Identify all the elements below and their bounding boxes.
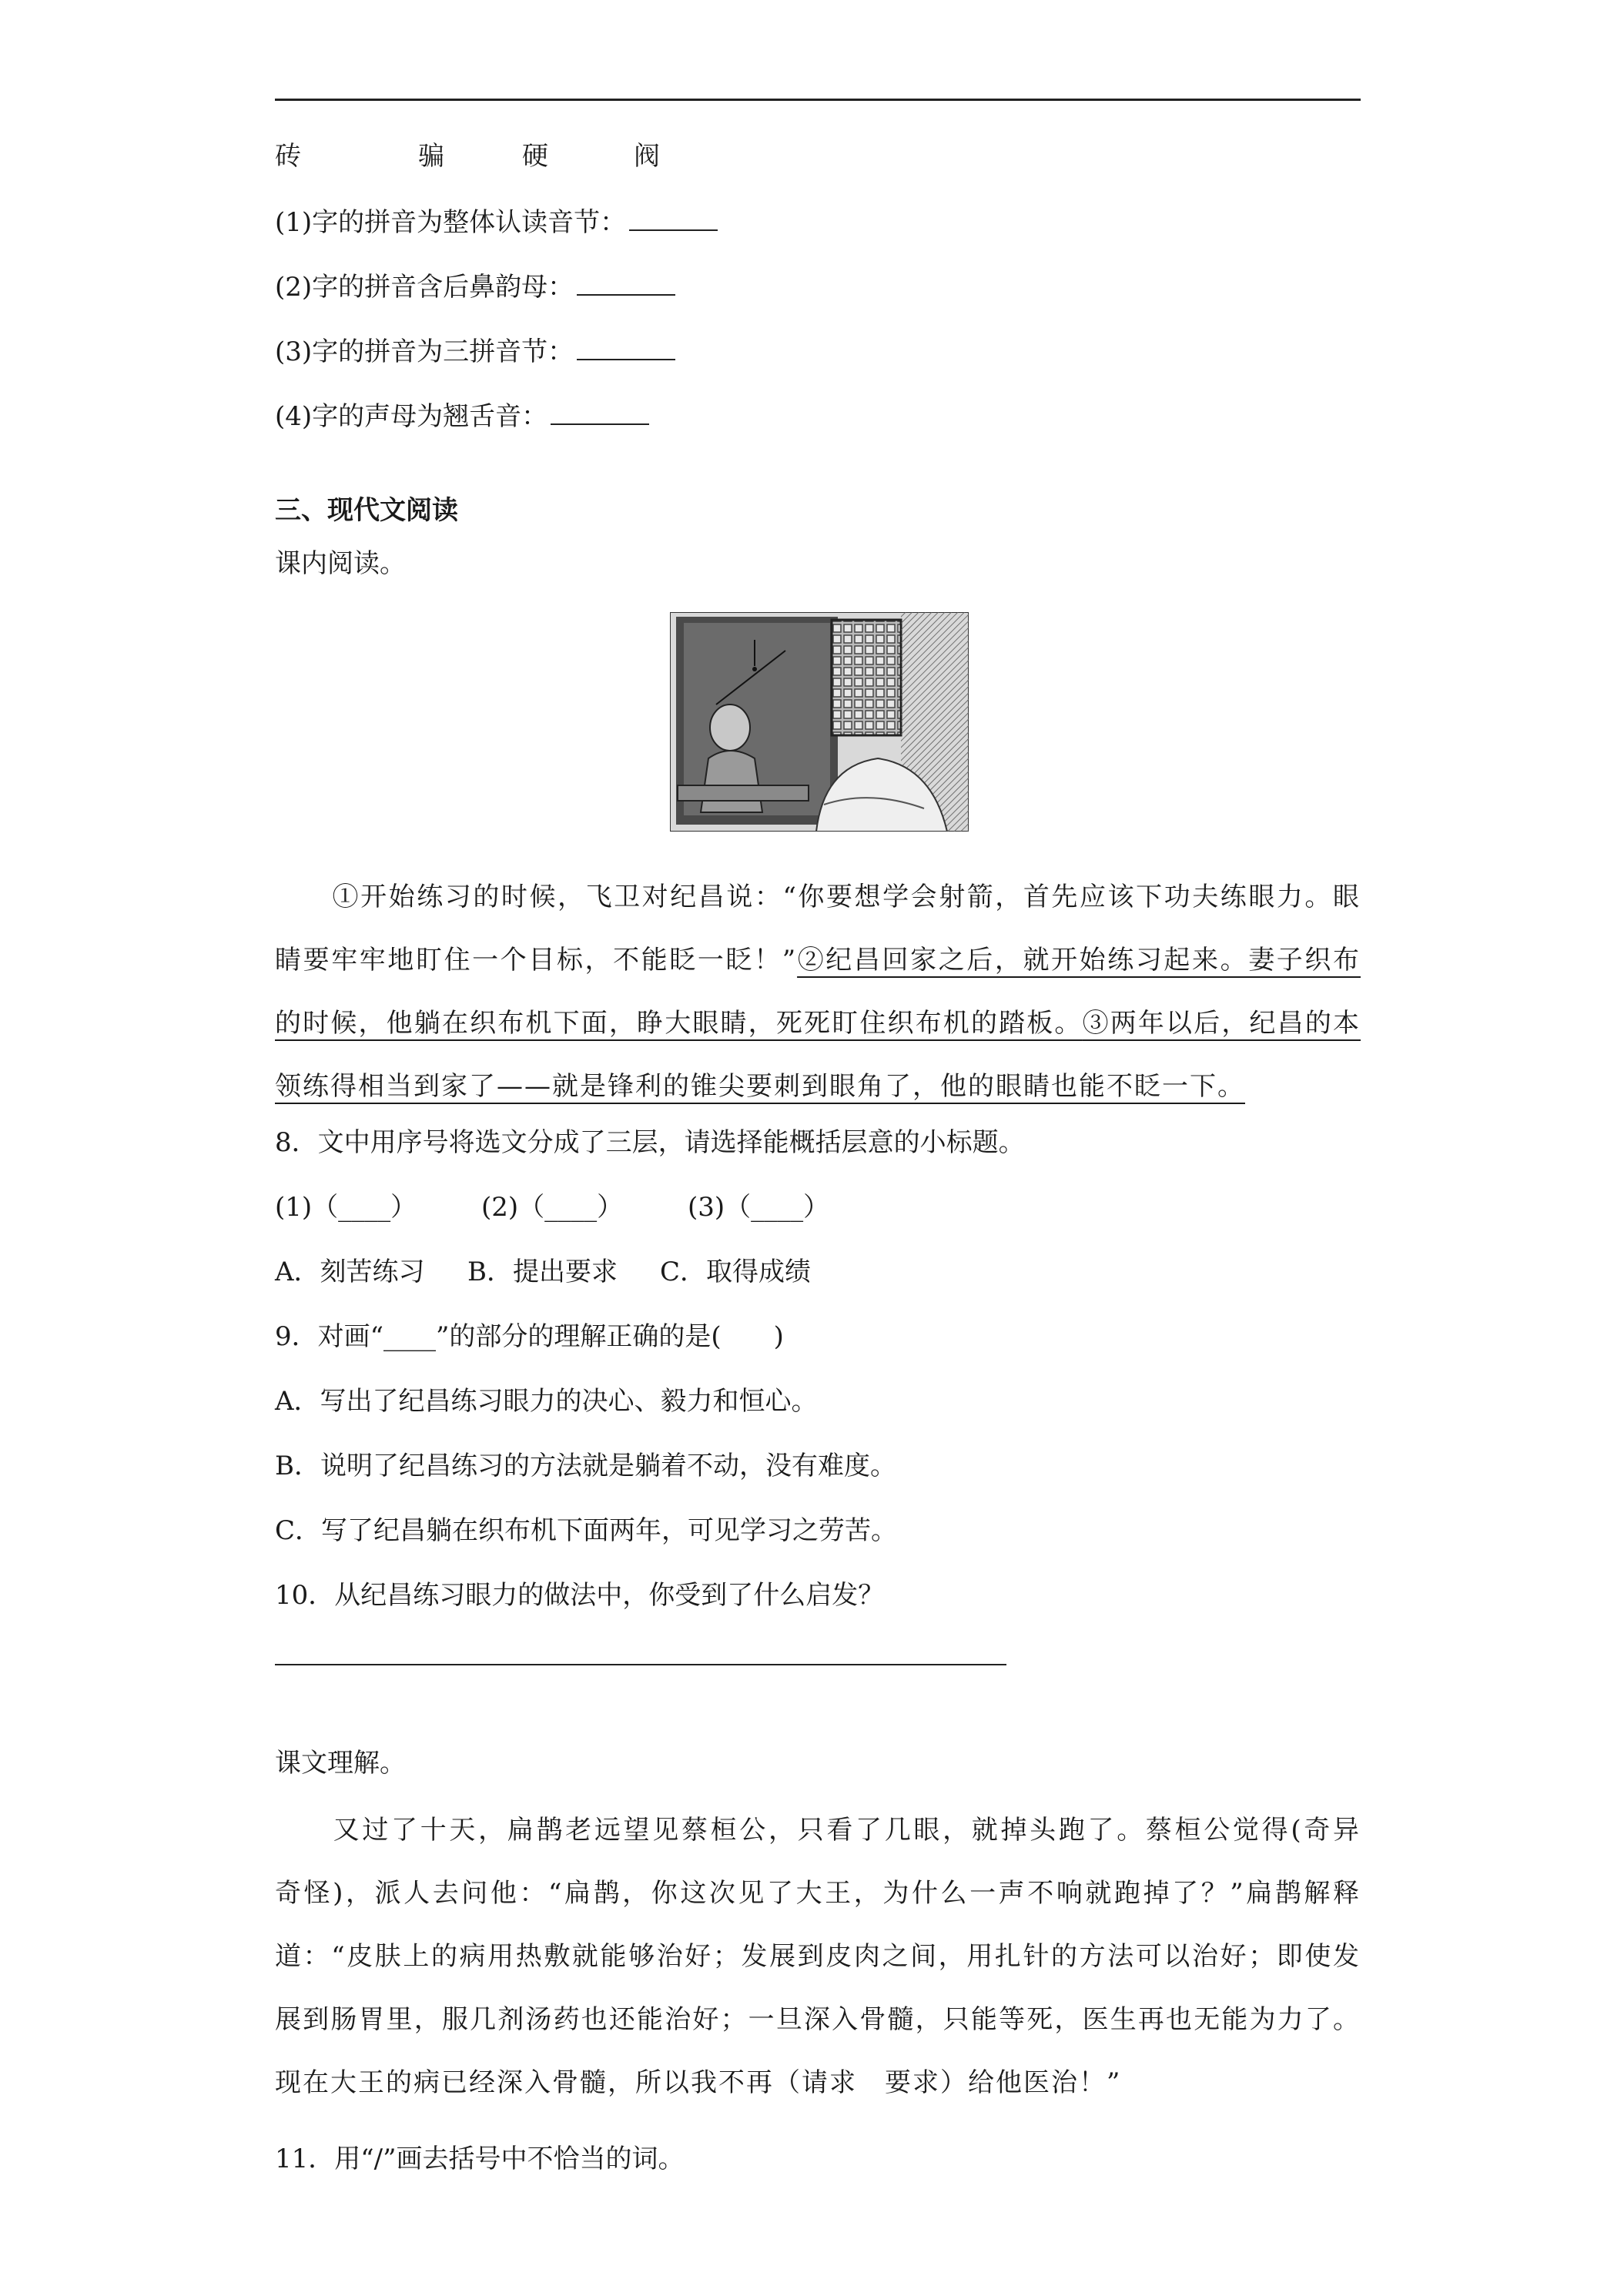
question-8-options bbox=[275, 1257, 968, 1287]
char-2: 骗 bbox=[418, 141, 444, 172]
question-8: 8．文中用序号将选文分成了三层，请选择能概括层意的小标题。 bbox=[275, 1127, 1025, 1158]
question-3-text: (3)字的拼音为三拼音节： bbox=[275, 336, 574, 367]
question-3 bbox=[275, 336, 675, 367]
question-11: 11．用“/”画去括号中不恰当的词。 bbox=[275, 2144, 685, 2174]
section-heading: 三、现代文阅读 bbox=[275, 495, 458, 526]
answer-line-q10[interactable] bbox=[275, 1664, 1006, 1665]
question-1 bbox=[275, 206, 718, 238]
passage-1-layer-2-underlined: ②纪昌回家之后，就开始练习起来。妻子织布的时候，他躺在织布机下面，睁大眼睛，死死盯住织布机的踏板。 bbox=[275, 945, 1361, 1039]
char-1: 砖 bbox=[275, 141, 301, 172]
question-10: 10．从纪昌练习眼力的做法中，你受到了什么启发？ bbox=[275, 1580, 885, 1611]
q8-blank-2[interactable]: (2)（____） bbox=[481, 1192, 624, 1223]
q9-option-c[interactable]: C．写了纪昌躺在织布机下面两年，可见学习之劳苦。 bbox=[275, 1515, 898, 1546]
char-4: 阀 bbox=[634, 141, 660, 172]
subsection-text-understanding: 课文理解。 bbox=[275, 1748, 406, 1779]
question-8-blanks bbox=[275, 1192, 968, 1223]
answer-blank-4[interactable] bbox=[551, 400, 649, 425]
answer-blank-1[interactable] bbox=[629, 206, 718, 231]
question-4 bbox=[275, 400, 649, 432]
q8-blank-1[interactable]: (1)（____） bbox=[275, 1192, 417, 1223]
question-2-text: (2)字的拼音含后鼻韵母： bbox=[275, 272, 574, 303]
answer-blank-3[interactable] bbox=[577, 336, 675, 360]
char-3: 硬 bbox=[522, 141, 548, 172]
passage-1-layer-1: ①开始练习的时候，飞卫对纪昌说：“你要想学会射箭，首先应该下功夫练眼力。眼睛要牢牢地盯住一个目标，不能眨一眨！” bbox=[275, 882, 1361, 976]
q8-option-b[interactable]: B．提出要求 bbox=[467, 1257, 618, 1287]
passage-2-text: 又过了十天，扁鹊老远望见蔡桓公，只看了几眼，就掉头跑了。蔡桓公觉得(奇异 奇怪)，派人去问他：“扁鹊，你这次见了大王，为什么一声不响就跑掉了？”扁鹊解释道：“皮肤上的病用热敷就能够治好；发展到皮肉之间，用扎针的方法可以治好；即使发展到肠胃里，服几剂汤药也还能治好；一旦深入骨髓，只能等死，医生再也无能为力了。现在大王的病已经深入骨髓，所以我不再（请求 要求）给他医治！” bbox=[275, 1815, 1388, 2098]
top-rule bbox=[275, 99, 1361, 101]
question-1-text: (1)字的拼音为整体认读音节： bbox=[275, 207, 627, 238]
question-2 bbox=[275, 271, 675, 303]
q9-option-a[interactable]: A．写出了纪昌练习眼力的决心、毅力和恒心。 bbox=[275, 1386, 818, 1417]
q8-option-a[interactable]: A．刻苦练习 bbox=[275, 1257, 425, 1287]
passage-1-layer-3-underlined: ③两年以后，纪昌的本领练得相当到家了——就是锋利的锥尖要刺到眼角了，他的眼睛也能不眨一下。 bbox=[275, 1008, 1361, 1102]
reading-passage-2 bbox=[275, 1799, 1388, 2114]
q9-option-b[interactable]: B．说明了纪昌练习的方法就是躺着不动，没有难度。 bbox=[275, 1451, 896, 1481]
answer-blank-2[interactable] bbox=[577, 271, 675, 296]
q8-option-c[interactable]: C．取得成绩 bbox=[660, 1257, 812, 1287]
character-list bbox=[275, 141, 737, 172]
reading-passage-1 bbox=[275, 865, 1361, 1118]
illustration-archer-image bbox=[670, 612, 969, 832]
q8-blank-3[interactable]: (3)（____） bbox=[688, 1192, 830, 1223]
question-4-text: (4)字的声母为翘舌音： bbox=[275, 401, 548, 432]
subsection-in-class-reading: 课内阅读。 bbox=[275, 548, 406, 579]
question-9: 9．对画“____”的部分的理解正确的是( ) bbox=[275, 1321, 784, 1352]
